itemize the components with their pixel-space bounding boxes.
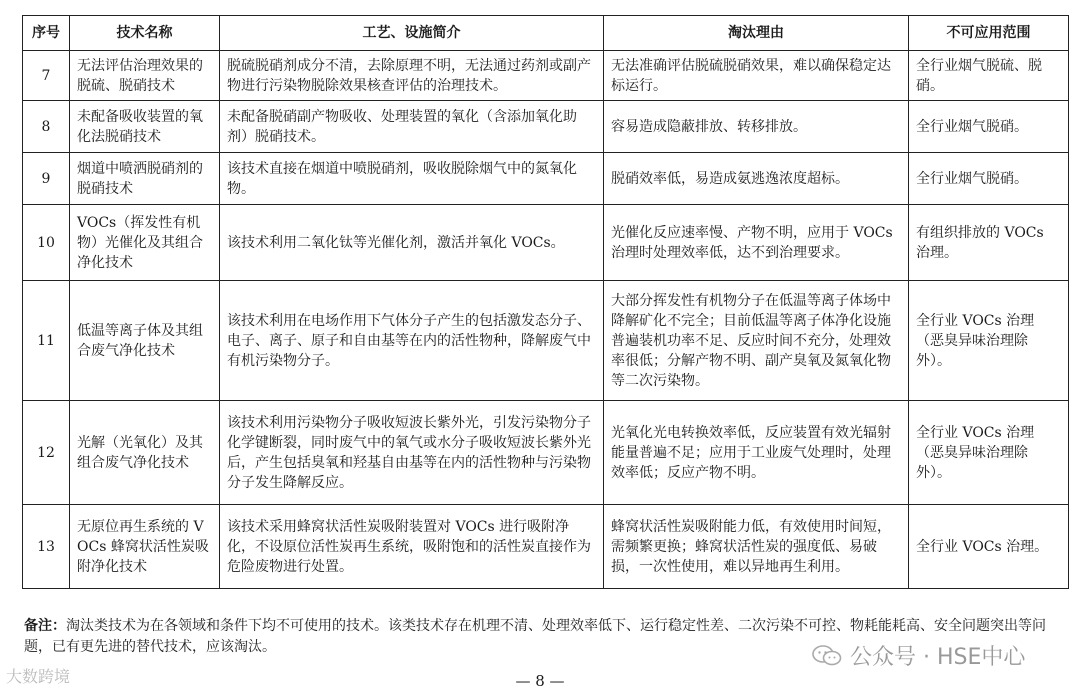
header-name: 技术名称 [70, 16, 220, 51]
header-desc: 工艺、设施简介 [220, 16, 604, 51]
table-row [23, 281, 1069, 401]
page-number: — 8 — [515, 672, 565, 690]
row-scope: 有组织排放的 VOCs 治理。 [909, 205, 1069, 281]
footnote-label: 备注： [24, 618, 66, 634]
row-no: 11 [23, 281, 70, 401]
row-reason: 光催化反应速率慢、产物不明，应用于 VOCs 治理时处理效率低，达不到治理要求。 [604, 205, 909, 281]
table-row [23, 153, 1069, 205]
footnote-text: 淘汰类技术为在各领域和条件下均不可使用的技术。该类技术存在机理不清、处理效率低下、运行稳定性差、二次污染不可控、物耗能耗高、安全问题突出等问题，已有更先进的替代技术，应该淘汰。 [24, 618, 1046, 655]
row-desc: 该技术利用在电场作用下气体分子产生的包括激发态分子、电子、离子、原子和自由基等在内的活性物种，降解废气中有机污染物分子。 [220, 281, 604, 401]
row-desc: 脱硫脱硝剂成分不清，去除原理不明，无法通过药剂或副产物进行污染物脱除效果核查评估的治理技术。 [220, 51, 604, 101]
row-no: 8 [23, 101, 70, 153]
row-name: 低温等离子体及其组合废气净化技术 [70, 281, 220, 401]
row-no: 9 [23, 153, 70, 205]
table-row [23, 51, 1069, 101]
row-desc: 该技术采用蜂窝状活性炭吸附装置对 VOCs 进行吸附净化，不设原位活性炭再生系统，吸附饱和的活性炭直接作为危险废物进行处置。 [220, 505, 604, 589]
row-scope: 全行业烟气脱硝。 [909, 153, 1069, 205]
row-scope: 全行业烟气脱硝。 [909, 101, 1069, 153]
wechat-icon [812, 645, 842, 667]
technology-table [22, 15, 1069, 589]
row-desc: 该技术利用污染物分子吸收短波长紫外光，引发污染物分子化学键断裂，同时废气中的氧气或水分子吸收短波长紫外光后，产生包括臭氧和羟基自由基等在内的活性物种与污染物分子发生降解反应。 [220, 401, 604, 505]
header-scope: 不可应用范围 [909, 16, 1069, 51]
row-reason: 脱硝效率低，易造成氨逃逸浓度超标。 [604, 153, 909, 205]
row-desc: 该技术直接在烟道中喷脱硝剂，吸收脱除烟气中的氮氧化物。 [220, 153, 604, 205]
header-reason: 淘汰理由 [604, 16, 909, 51]
row-name: 无原位再生系统的 VOCs 蜂窝状活性炭吸附净化技术 [70, 505, 220, 589]
row-scope: 全行业烟气脱硫、脱硝。 [909, 51, 1069, 101]
header-no: 序号 [23, 16, 70, 51]
row-desc: 未配备脱硝副产物吸收、处理装置的氧化（含添加氧化助剂）脱硝技术。 [220, 101, 604, 153]
row-reason: 容易造成隐蔽排放、转移排放。 [604, 101, 909, 153]
watermark-right [812, 640, 1025, 671]
row-scope: 全行业 VOCs 治理（恶臭异味治理除外）。 [909, 401, 1069, 505]
row-scope: 全行业 VOCs 治理（恶臭异味治理除外）。 [909, 281, 1069, 401]
row-name: 无法评估治理效果的脱硫、脱硝技术 [70, 51, 220, 101]
watermark-left-text: 大数跨境 [6, 667, 71, 686]
row-reason: 大部分挥发性有机物分子在低温等离子体场中降解矿化不完全；目前低温等离子体净化设施普遍装机功率不足、反应时间不充分，处理效率很低；分解产物不明、副产臭氧及氮氧化物等二次污染物。 [604, 281, 909, 401]
row-desc: 该技术利用二氧化钛等光催化剂，激活并氧化 VOCs。 [220, 205, 604, 281]
row-name: 未配备吸收装置的氧化法脱硝技术 [70, 101, 220, 153]
row-name: VOCs（挥发性有机物）光催化及其组合净化技术 [70, 205, 220, 281]
watermark-right-text: 公众号 · HSE中心 [850, 645, 1026, 670]
row-scope: 全行业 VOCs 治理。 [909, 505, 1069, 589]
table-row [23, 401, 1069, 505]
row-no: 7 [23, 51, 70, 101]
row-name: 烟道中喷洒脱硝剂的脱硝技术 [70, 153, 220, 205]
table-header-row [23, 16, 1069, 51]
row-reason: 无法准确评估脱硫脱硝效果，难以确保稳定达标运行。 [604, 51, 909, 101]
row-no: 12 [23, 401, 70, 505]
table-row [23, 205, 1069, 281]
table-row [23, 505, 1069, 589]
row-no: 13 [23, 505, 70, 589]
table-row [23, 101, 1069, 153]
row-no: 10 [23, 205, 70, 281]
row-reason: 光氧化光电转换效率低，反应装置有效光辐射能量普遍不足；应用于工业废气处理时，处理效率低；反应产物不明。 [604, 401, 909, 505]
row-name: 光解（光氧化）及其组合废气净化技术 [70, 401, 220, 505]
row-reason: 蜂窝状活性炭吸附能力低，有效使用时间短，需频繁更换；蜂窝状活性炭的强度低、易破损，一次性使用，难以异地再生利用。 [604, 505, 909, 589]
